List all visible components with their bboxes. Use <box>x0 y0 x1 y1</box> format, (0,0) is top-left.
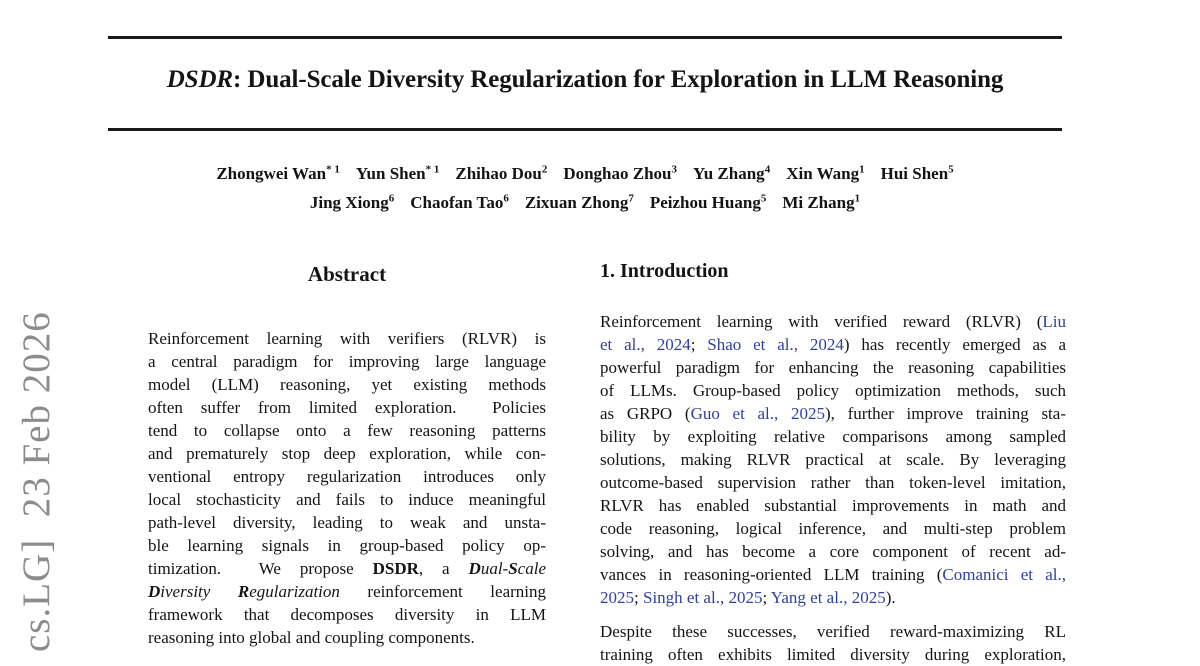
author <box>650 193 767 212</box>
author-affiliation-sup: 5 <box>760 192 767 205</box>
text-line: et al., 2024; Shao et al., 2024) has recently emerged as a <box>600 335 1066 354</box>
text-line: a central paradigm for improving large language <box>148 352 546 371</box>
author-line-2 <box>108 193 1062 213</box>
author <box>563 164 677 183</box>
text-line: path-level diversity, leading to weak and unsta- <box>148 513 546 532</box>
arxiv-watermark: cs.LG] 23 Feb 2026 <box>15 311 58 652</box>
text-line: Despite these successes, verified reward-maximizing RL <box>600 622 1066 641</box>
text-line: ventional entropy regularization introduces only <box>148 467 546 486</box>
text-line: RLVR has enabled substantial improvements in math and <box>600 496 1066 515</box>
text-line: Diversity Regularization reinforcement learning <box>148 582 546 601</box>
author-line-1 <box>108 164 1062 184</box>
text-line: code reasoning, logical inference, and multi-step problem <box>600 519 1066 538</box>
author <box>410 193 509 212</box>
author <box>455 164 547 183</box>
text-line: 2025; Singh et al., 2025; Yang et al., 2025). <box>600 588 896 607</box>
author-block <box>108 164 1062 222</box>
author-name: Zhongwei Wan <box>216 164 327 183</box>
paper-title-rest: : Dual-Scale Diversity Regularization for Exploration in LLM Reasoning <box>233 66 1004 93</box>
text-line: model (LLM) reasoning, yet existing methods <box>148 375 546 394</box>
introduction-paragraph-1 <box>600 310 1066 609</box>
author-affiliation-sup: 4 <box>764 163 771 176</box>
author-name: Chaofan Tao <box>410 193 504 212</box>
paper-title-acronym: DSDR <box>166 66 233 93</box>
author-name: Peizhou Huang <box>649 193 761 212</box>
header-rule-top <box>108 36 1062 39</box>
author-affiliation-sup: 2 <box>541 163 548 176</box>
citation-link[interactable]: 2025 <box>600 588 634 607</box>
author-name: Zhihao Dou <box>455 164 542 183</box>
text-line: vances in reasoning-oriented LLM training (Comanici et al., <box>600 565 1066 584</box>
author <box>693 164 770 183</box>
right-column <box>600 258 1066 664</box>
paper-title <box>108 66 1062 94</box>
citation-link[interactable]: Shao et al., 2024 <box>707 335 844 354</box>
abstract-paragraph <box>148 327 546 649</box>
text-line: ble learning signals in group-based policy op- <box>148 536 546 555</box>
text-line: framework that decomposes diversity in LLM <box>148 605 546 624</box>
text-line: reasoning into global and coupling components. <box>148 628 475 647</box>
author-affiliation-sup: 1 <box>859 163 865 176</box>
citation-link[interactable]: et al., 2024 <box>600 335 691 354</box>
citation-link[interactable]: Singh et al., 2025 <box>642 588 763 607</box>
text-line: of LLMs. Group-based policy optimization methods, such <box>600 381 1066 400</box>
author-name: Zixuan Zhong <box>524 193 629 212</box>
author-affiliation-sup: 5 <box>948 163 954 176</box>
author <box>525 193 634 212</box>
author-name: Hui Shen <box>880 164 949 183</box>
author-name: Yun Shen <box>355 164 426 183</box>
text-line: bility by exploiting relative comparisons among sampled <box>600 427 1066 446</box>
author-affiliation-sup: 1 <box>854 192 861 205</box>
introduction-paragraph-2 <box>600 620 1066 666</box>
text-line: solving, and has become a core component of recent ad- <box>600 542 1066 561</box>
text-line: training often exhibits limited diversity during exploration, <box>600 645 1066 664</box>
text-line: solutions, making RLVR practical at scale. By leveraging <box>600 450 1066 469</box>
abstract-heading: Abstract <box>307 262 387 286</box>
text-line: as GRPO (Guo et al., 2025), further improve training sta- <box>600 404 1066 423</box>
author <box>216 164 340 183</box>
author-name: Mi Zhang <box>782 193 855 212</box>
author-affiliation-sup: 3 <box>671 163 678 176</box>
citation-link[interactable]: Comanici et al., <box>942 565 1066 584</box>
author <box>782 193 860 212</box>
author-affiliation-sup: 7 <box>628 192 634 205</box>
author-name: Donghao Zhou <box>563 164 672 183</box>
text-line: often suffer from limited exploration. Policies <box>148 398 546 417</box>
author-affiliation-sup: 6 <box>503 192 509 205</box>
author <box>310 193 394 212</box>
introduction-heading: 1. Introduction <box>600 260 729 282</box>
citation-link[interactable]: Liu <box>1042 312 1066 331</box>
author <box>881 164 954 183</box>
author <box>786 164 864 183</box>
text-line: and prematurely stop deep exploration, while con- <box>148 444 546 463</box>
header-rule-bottom <box>108 128 1062 131</box>
citation-link[interactable]: Yang et al., 2025 <box>770 588 886 607</box>
text-line: Reinforcement learning with verifiers (RLVR) is <box>148 329 546 348</box>
text-line: outcome-based supervision rather than token-level imitation, <box>600 473 1066 492</box>
author-name: Jing Xiong <box>309 193 389 212</box>
text-line: local stochasticity and fails to induce meaningful <box>148 490 546 509</box>
citation-link[interactable]: Guo et al., 2025 <box>690 404 825 423</box>
text-line: timization. We propose DSDR, a Dual-Scale <box>148 559 546 578</box>
text-line: powerful paradigm for enhancing the reasoning capabilities <box>600 358 1066 377</box>
author-name: Yu Zhang <box>693 164 765 183</box>
author-affiliation-sup: * 1 <box>326 163 340 176</box>
author-affiliation-sup: 6 <box>388 192 395 205</box>
text-line: tend to collapse onto a few reasoning patterns <box>148 421 546 440</box>
left-column <box>148 258 546 648</box>
author-name: Xin Wang <box>786 164 860 183</box>
author <box>356 164 440 183</box>
text-line: Reinforcement learning with verified reward (RLVR) (Liu <box>600 312 1066 331</box>
author-affiliation-sup: * 1 <box>425 163 440 176</box>
